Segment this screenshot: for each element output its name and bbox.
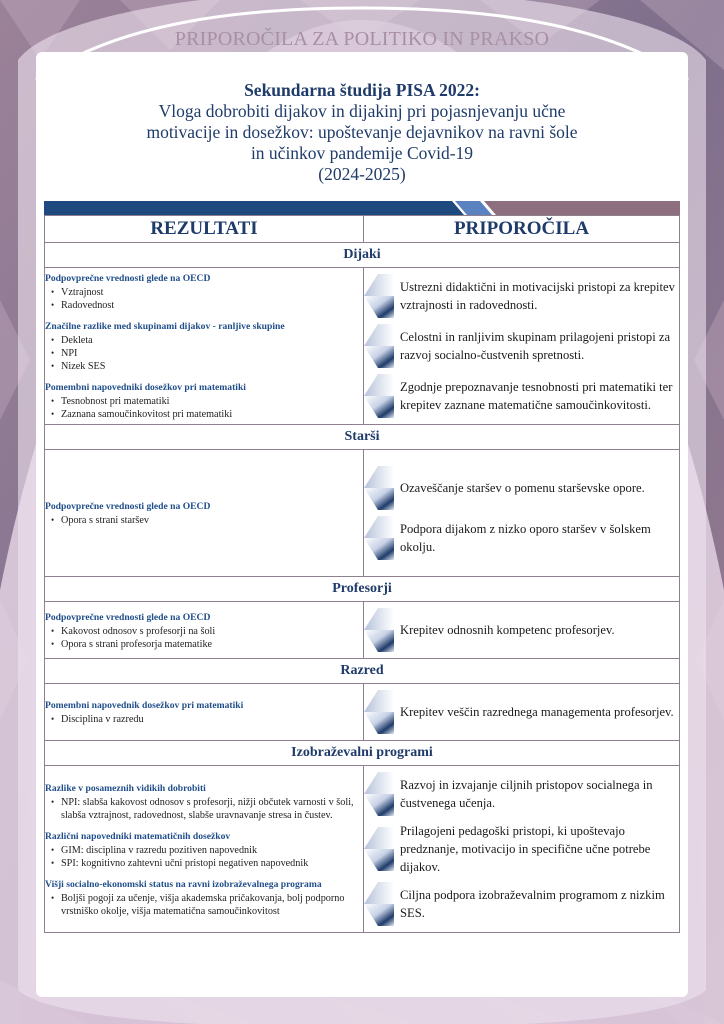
result-group <box>45 783 363 822</box>
list-item: • Nizek SES <box>61 360 363 373</box>
main-title: PRIPOROČILA ZA POLITIKO IN PRAKSO <box>174 28 550 50</box>
results-recommendations-table <box>44 215 680 933</box>
section-title-razred: Razred <box>45 659 680 684</box>
chevron-arrow-icon <box>364 690 394 734</box>
subtitle-line: motivacije in dosežkov: upoštevanje dejavnikov na ravni šole <box>146 122 578 142</box>
chevron-arrow-icon <box>364 466 394 510</box>
result-group-heading: Podpovprečne vrednosti glede na OECD <box>45 273 211 284</box>
recommendation-text: Razvoj in izvajanje ciljnih pristopov socialnega in čustvenega učenja. <box>400 778 653 810</box>
chevron-arrow-icon <box>364 608 394 652</box>
list-item: • Radovednost <box>61 299 363 312</box>
column-header-recommendations: PRIPOROČILA <box>364 216 680 243</box>
list-item: • SPI: kognitivno zahtevni učni pristopi negativen napovednik <box>61 857 363 870</box>
recommendation-item <box>364 822 679 876</box>
table-row <box>45 766 680 933</box>
result-group-heading: Različni napovedniki matematičnih dosežkov <box>45 830 231 842</box>
result-group <box>45 700 363 726</box>
table-row <box>45 268 680 425</box>
result-group-heading: Podpovprečne vrednosti glede na OECD <box>45 501 211 512</box>
results-cell <box>45 602 364 659</box>
result-group <box>45 321 363 373</box>
recommendation-item <box>364 516 679 560</box>
recommendation-text: Celostni in ranljivim skupinam prilagojeni pristopi za razvoj socialno-čustvenih spretnosti. <box>400 330 671 362</box>
list-item: • GIM: disciplina v razredu pozitiven napovednik <box>61 844 363 857</box>
result-group-heading: Značilne razlike med skupinami dijakov - ranljive skupine <box>45 321 285 332</box>
result-group-heading: Višji socialno-ekonomski status na ravni izobraževalnega programa <box>45 878 322 890</box>
list-item: • Zaznana samoučinkovitost pri matematiki <box>61 408 363 421</box>
recommendation-text: Ciljna podpora izobraževalnim programom z nizkim SES. <box>400 888 665 920</box>
recommendation-item <box>364 324 679 368</box>
chevron-arrow-icon <box>364 827 394 871</box>
table-row <box>45 684 680 741</box>
column-header-results: REZULTATI <box>45 216 364 243</box>
recommendation-text: Krepitev odnosnih kompetenc profesorjev. <box>400 623 615 637</box>
list-item: • Opora s strani staršev <box>61 514 363 527</box>
recommendations-cell <box>364 602 680 659</box>
chevron-arrow-icon <box>364 374 394 418</box>
table-row <box>45 602 680 659</box>
subtitle-line: in učinkov pandemije Covid-19 <box>250 143 474 163</box>
recommendations-cell <box>364 268 680 425</box>
recommendation-item <box>364 274 679 318</box>
recommendation-item <box>364 882 679 926</box>
recommendations-cell <box>364 766 680 933</box>
recommendation-item <box>364 608 679 652</box>
subtitle-years: (2024-2025) <box>318 164 406 184</box>
subtitle-block <box>60 80 664 185</box>
recommendation-item <box>364 374 679 418</box>
list-item: • Dekleta <box>61 334 363 347</box>
list-item: • Tesnobnost pri matematiki <box>61 395 363 408</box>
list-item: • Opora s strani profesorja matematike <box>61 638 363 651</box>
recommendation-item <box>364 690 679 734</box>
recommendation-item <box>364 466 679 510</box>
result-group-heading: Podpovprečne vrednosti glede na OECD <box>45 611 211 623</box>
recommendation-text: Zgodnje prepoznavanje tesnobnosti pri matematiki ter krepitev zaznane matematične samoučinkovitosti. <box>400 380 673 412</box>
section-title-dijaki: Dijaki <box>45 243 680 268</box>
list-item: • NPI <box>61 347 363 360</box>
list-item: • Disciplina v razredu <box>61 713 363 726</box>
result-group <box>45 501 363 527</box>
result-group <box>45 879 363 918</box>
list-item: • Vztrajnost <box>61 286 363 299</box>
subtitle-line: Vloga dobrobiti dijakov in dijakinj pri pojasnjevanju učne <box>158 101 566 121</box>
recommendations-cell <box>364 450 680 577</box>
recommendation-text: Podpora dijakom z nizko oporo staršev v šolskem okolju. <box>400 522 651 554</box>
table-row <box>45 450 680 577</box>
chevron-arrow-icon <box>364 772 394 816</box>
chevron-arrow-icon <box>364 324 394 368</box>
result-group-heading: Razlike v posameznih vidikih dobrobiti <box>45 782 206 794</box>
result-group-heading: Pomembni napovedniki dosežkov pri matematiki <box>45 382 246 393</box>
chevron-arrow-icon <box>364 274 394 318</box>
result-group <box>45 273 363 312</box>
table-header-row <box>45 216 680 243</box>
section-title-starsi: Starši <box>45 425 680 450</box>
list-item: • Kakovost odnosov s profesorji na šoli <box>61 625 363 638</box>
chevron-arrow-icon <box>364 516 394 560</box>
result-group <box>45 612 363 651</box>
recommendation-text: Prilagojeni pedagoški pristopi, ki upoštevajo predznanje, motivacijo in specifične učne potrebe dijakov. <box>400 824 651 874</box>
section-title-profesorji: Profesorji <box>45 577 680 602</box>
results-cell <box>45 268 364 425</box>
results-cell <box>45 766 364 933</box>
study-title: Sekundarna študija PISA 2022: <box>244 80 480 100</box>
recommendation-text: Krepitev veščin razrednega managementa profesorjev. <box>400 705 674 719</box>
recommendation-text: Ustrezni didaktični in motivacijski pristopi za krepitev vztrajnosti in radovednosti. <box>400 280 675 312</box>
recommendations-cell <box>364 684 680 741</box>
recommendation-item <box>364 772 679 816</box>
chevron-arrow-icon <box>364 882 394 926</box>
header-color-band <box>44 201 680 215</box>
list-item: • Boljši pogoji za učenje, višja akademska pričakovanja, bolj podporno vrstniško okolje, višja matematična samoučinkovitost <box>61 892 363 918</box>
recommendation-text: Ozaveščanje staršev o pomenu starševske opore. <box>400 481 645 495</box>
results-cell <box>45 450 364 577</box>
list-item: • NPI: slabša kakovost odnosov s profesorji, nižji občutek varnosti v šoli, slabša vztrajnost, radovednost, slabše uravnavanje stresa in čustev. <box>61 796 363 822</box>
section-title-izobrazevalni-programi: Izobraževalni programi <box>45 741 680 766</box>
result-group-heading: Pomembni napovednik dosežkov pri matematiki <box>45 700 244 711</box>
results-cell <box>45 684 364 741</box>
result-group <box>45 382 363 421</box>
result-group <box>45 831 363 870</box>
